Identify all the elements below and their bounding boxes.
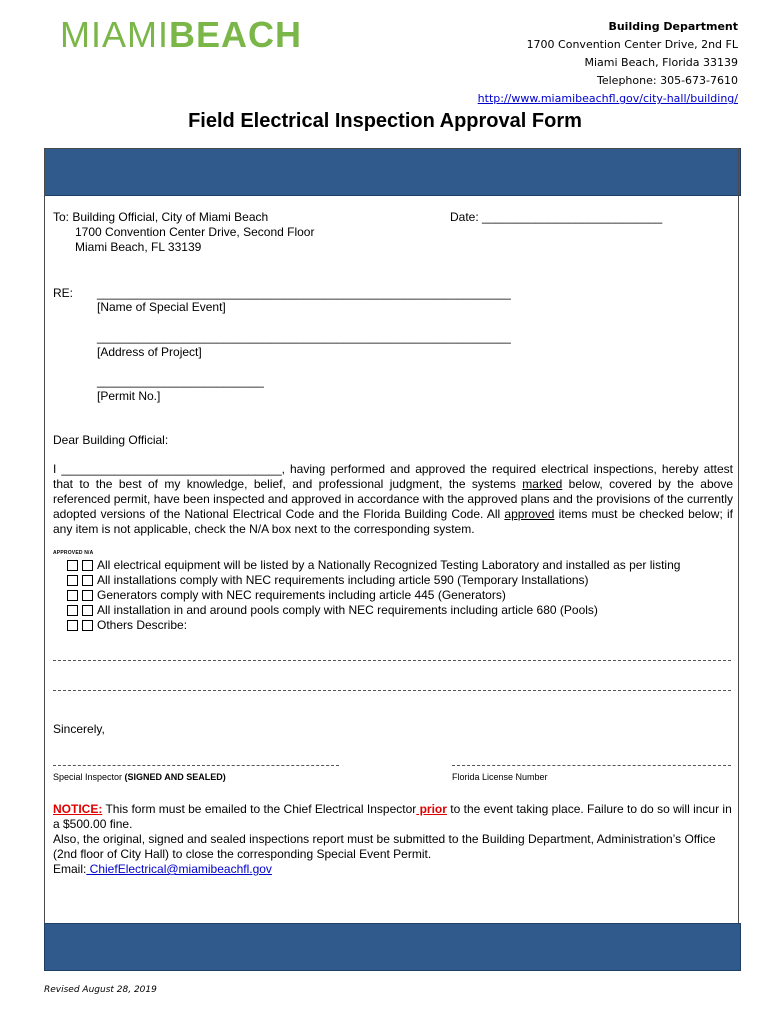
signature-label (53, 772, 226, 782)
notice-label: NOTICE: (53, 802, 103, 816)
license-number-line[interactable] (452, 765, 731, 766)
na-checkbox[interactable] (82, 605, 93, 616)
recipient-block (53, 210, 314, 255)
notice-line-2: Also, the original, signed and sealed inspections report must be submitted to the Building Department, Administration’s Office (2nd floor of City Hall) to close the corresponding Special Event Permit. (53, 832, 716, 861)
checklist-item-label: Generators comply with NEC requirements including article 445 (Generators) (97, 588, 506, 602)
approved-checkbox[interactable] (67, 590, 78, 601)
na-checkbox[interactable] (82, 575, 93, 586)
na-checkbox[interactable] (82, 560, 93, 571)
approved-checkbox[interactable] (67, 605, 78, 616)
license-label: Florida License Number (452, 772, 548, 782)
checklist-item-label: Others Describe: (97, 618, 188, 632)
department-name: Building Department (608, 20, 738, 33)
closing: Sincerely, (53, 722, 105, 736)
checklist-item-label: All installations comply with NEC requirements including article 590 (Temporary Installations) (97, 573, 589, 587)
notice-block (53, 802, 733, 877)
notice-text-1: This form must be emailed to the Chief Electrical Inspector (102, 802, 417, 816)
department-address-line1: 1700 Convention Center Drive, 2nd FL (526, 38, 738, 51)
attestation-paragraph (53, 462, 733, 537)
checklist-item (67, 558, 680, 573)
permit-number-blank[interactable]: _________________________ (97, 374, 264, 388)
approved-checkbox[interactable] (67, 575, 78, 586)
checkbox-column-header: APPROVED N/A (53, 550, 94, 556)
na-checkbox[interactable] (82, 590, 93, 601)
revision-date: Revised August 28, 2019 (44, 985, 157, 995)
footer-band (44, 923, 741, 971)
recipient-line2: 1700 Convention Center Drive, Second Floor (75, 225, 315, 239)
date-field[interactable]: Date: ___________________________ (450, 210, 663, 224)
inspection-checklist (67, 558, 680, 633)
logo-text-miami: MIAMI (60, 14, 169, 55)
attestation-marked: marked (522, 477, 563, 491)
project-address-label: [Address of Project] (97, 345, 202, 359)
signature-label-bold: (SIGNED AND SEALED) (124, 772, 226, 782)
attestation-end: items must be checked below; if any item is not applicable, check the N/A box next to the corresponding system. (53, 507, 733, 536)
description-line-1[interactable] (53, 660, 731, 661)
na-checkbox[interactable] (82, 620, 93, 631)
description-line-2[interactable] (53, 690, 731, 691)
attestation-approved: approved (504, 507, 555, 521)
signature-line[interactable] (53, 765, 339, 766)
notice-text-2: to the event taking place. Failure to do so will incur in a $500.00 fine. (53, 802, 732, 831)
signature-label-text: Special Inspector (53, 772, 125, 782)
attestation-start: I _________________________________, having performed and approved the required electrical inspections, hereby attest that to the best of my knowledge, belief, and professional judgment, the systems (53, 462, 733, 491)
checklist-item (67, 618, 680, 633)
department-address-block (478, 18, 738, 108)
department-address-line2: Miami Beach, Florida 33139 (584, 56, 738, 69)
attestation-mid: below, covered by the above referenced permit, have been inspected and approved in accordance with the approved plans and the provisions of the currently adopted versions of the National Electrical Code and the Florida Building Code. All (53, 477, 734, 521)
event-name-blank[interactable]: ______________________________________________________________ (97, 286, 511, 300)
form-title: Field Electrical Inspection Approval Form (188, 110, 582, 132)
department-website-link[interactable]: http://www.miamibeachfl.gov/city-hall/building/ (477, 92, 738, 105)
email-line (53, 862, 733, 877)
recipient-line1: To: Building Official, City of Miami Beach (53, 210, 269, 224)
logo-text-beach: BEACH (169, 14, 303, 55)
email-label: Email: (53, 862, 87, 876)
re-label: RE: (53, 286, 74, 300)
checklist-item (67, 603, 680, 618)
salutation: Dear Building Official: (53, 433, 169, 447)
notice-line-1 (53, 802, 733, 832)
checklist-item-label: All installation in and around pools comply with NEC requirements including article 680 (Pools) (97, 603, 598, 617)
approved-checkbox[interactable] (67, 560, 78, 571)
email-link[interactable]: ChiefElectrical@miamibeachfl.gov (86, 862, 272, 876)
checklist-item (67, 573, 680, 588)
event-name-label: [Name of Special Event] (97, 300, 226, 314)
project-address-blank[interactable]: ______________________________________________________________ (97, 330, 511, 344)
miami-beach-logo (60, 14, 302, 56)
permit-number-label: [Permit No.] (97, 389, 161, 403)
checklist-item (67, 588, 680, 603)
checklist-item-label: All electrical equipment will be listed by a Nationally Recognized Testing Laboratory and installed as per listing (97, 558, 681, 572)
approved-checkbox[interactable] (67, 620, 78, 631)
department-telephone: Telephone: 305-673-7610 (597, 74, 738, 87)
recipient-line3: Miami Beach, FL 33139 (75, 240, 202, 254)
notice-prior: prior (416, 802, 447, 816)
